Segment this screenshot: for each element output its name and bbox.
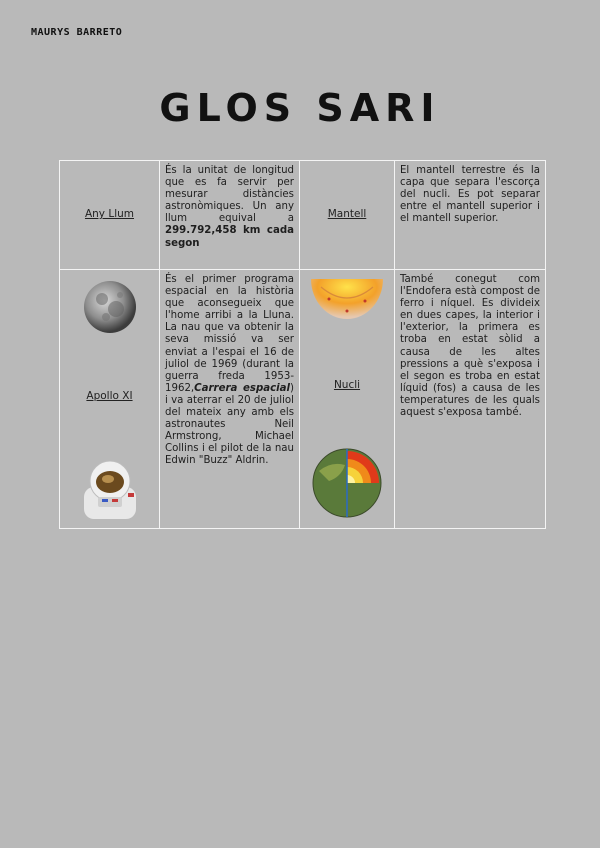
definition-text: També conegut com l'Endofera està compost de ferro i níquel. Es divideix en dues capes, la interior i l'exterior, la primera es troba en estat sòlid a causa de les altes pressions a què s'exposa i el segon es troba en estat líquid (fos) a causa de les temperatures de les quals aquest s'exposa també.	[400, 274, 540, 419]
definition-text: És el primer programa espacial en la història que aconsegueix que l'home arribi a la Lluna. La nau que va obtenir la seva missió va ser enviat a l'espai el 16 de juliol de 1969 (durant la guerra freda 1953-1962,	[165, 274, 294, 394]
table-row	[60, 161, 546, 270]
term-apollo-xi[interactable]: Apollo XI	[86, 389, 133, 402]
table-row	[60, 270, 546, 529]
page-title: GLOS SARI	[159, 86, 441, 130]
term-any-llum[interactable]: Any Llum	[84, 208, 135, 221]
definition-text: El mantell terrestre és la capa que separa l'escorça del nucli. Es pot separar entre el mantell superior i el mantell superior.	[400, 165, 540, 225]
glossary-table	[59, 160, 546, 529]
definition-cell	[395, 161, 546, 270]
term-cell	[60, 270, 160, 529]
definition-cell	[160, 270, 300, 529]
term-nucli[interactable]: Nucli	[333, 378, 361, 391]
term-cell	[60, 161, 160, 270]
term-cell	[300, 270, 395, 529]
author-name: MAURYS BARRETO	[31, 27, 123, 38]
definition-bold-italic: Carrera espacial	[194, 382, 291, 394]
astronaut-icon	[78, 457, 142, 519]
moon-icon	[82, 279, 138, 335]
sun-icon	[307, 279, 387, 323]
earth-core-icon	[311, 447, 383, 519]
definition-text: ) i va aterrar el 20 de juliol del mateix any amb els astronautes Neil Armstrong, Michael Collins i el pilot de la nau Edwin "Buzz" Aldrin.	[165, 382, 294, 467]
definition-cell	[160, 161, 300, 270]
definition-cell	[395, 270, 546, 529]
definition-bold: 299.792,458 km cada segon	[165, 225, 294, 249]
definition-text: És la unitat de longitud que es fa servir per mesurar distàncies astronòmiques. Un any llum equival a	[165, 165, 294, 225]
term-mantell[interactable]: Mantell	[327, 208, 367, 221]
term-cell	[300, 161, 395, 270]
